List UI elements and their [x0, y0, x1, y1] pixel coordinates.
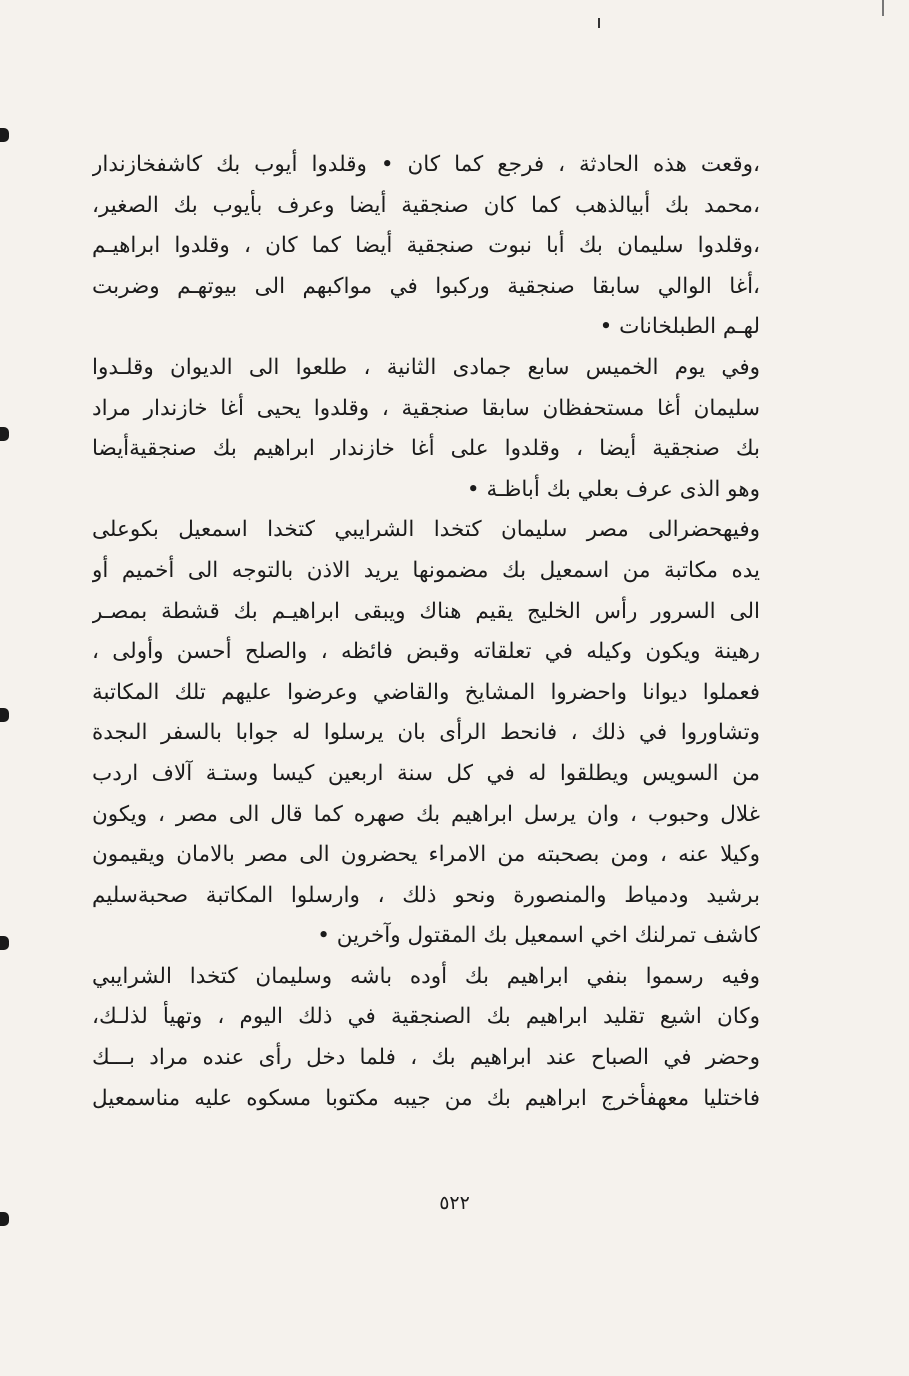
text-line: ،وقعت هذه الحادثة ، فرجع كما كان • وقلدوا أيوب بك كاشفخازندار [92, 152, 760, 177]
margin-mark [0, 128, 9, 142]
text-line: فعملوا ديوانا واحضروا المشايخ والقاضي وعرضوا عليهم تلك المكاتبة [92, 679, 760, 705]
text-line: وكيلا عنه ، ومن بصحبته من الامراء يحضرون الى مصر بالامان ويقيمون [92, 842, 760, 868]
text-line: لهـم الطبلخانات • [599, 314, 760, 340]
text-line: فاختليا معهفأخرج ابراهيم بك من جيبه مكتوبا مسكوه عليه مناسمعيل [92, 1085, 760, 1111]
margin-mark [0, 1212, 9, 1226]
text-line: الى السرور رأس الخليج يقيم هناك ويبقى ابراهيـم بك قشطة بمصـر [92, 598, 760, 624]
margin-mark [0, 708, 9, 722]
page-number: ٥٢٢ [439, 1192, 470, 1214]
ink-speck [882, 0, 884, 16]
text-line: كاشف تمرلنك اخي اسمعيل بك المقتول وآخرين • [317, 923, 760, 949]
text-line: وفيهحضرالى مصر سليمان كتخدا الشرايبي كتخدا اسمعيل بكوعلى [92, 517, 760, 543]
text-line: بك صنجقية أيضا ، وقلدوا على أغا خازندار ابراهيم بك صنجقيةأيضا [92, 436, 760, 462]
text-line: رهينة ويكون وكيله في تعلقاته وقبض فائظه ، والصلح أحسن وأولى ، [92, 639, 760, 665]
text-line: ،أغا الوالي سابقا صنجقية وركبوا في مواكبهم الى بيوتهـم وضربت [92, 273, 760, 299]
text-line: ،وقلدوا سليمان بك أبا نبوت صنجقية أيضا كما كان ، وقلدوا ابراهيـم [92, 233, 760, 259]
text-line: برشيد ودمياط والمنصورة ونحو ذلك ، وارسلوا المكاتبة صحبةسليم [92, 882, 760, 908]
margin-mark [0, 936, 9, 950]
text-line: يده مكاتبة من اسمعيل بك مضمونها يريد الاذن بالتوجه الى أخميم أو [92, 557, 760, 583]
text-body [92, 145, 760, 1119]
margin-mark [0, 427, 9, 441]
text-line: من السويس ويطلقوا له في كل سنة اربعين كيسا وستـة آلاف اردب [92, 760, 760, 786]
text-line: غلال وحبوب ، وان يرسل ابراهيم بك صهره كما قال الى مصر ، ويكون [92, 801, 760, 827]
text-line: وفيه رسموا بنفي ابراهيم بك أوده باشه وسليمان كتخدا الشرايبي [92, 963, 760, 989]
text-line: وحضر في الصباح عند ابراهيم بك ، فلما دخل رأى عنده مراد بـــك [92, 1045, 760, 1071]
text-line: سليمان أغا مستحفظان سابقا صنجقية ، وقلدوا يحيى أغا خازندار مراد [92, 395, 760, 421]
text-line: وفي يوم الخميس سابع جمادى الثانية ، طلعوا الى الديوان وقلـدوا [92, 354, 760, 380]
text-line: وتشاوروا في ذلك ، فانحط الرأى بان يرسلوا له جوابا بالسفر الىجدة [92, 720, 760, 746]
text-line: ،محمد بك أبيالذهب كما كان صنجقية أيضا وعرف بأيوب بك الصغير، [92, 192, 760, 218]
text-line: وهو الذى عرف بعلي بك أباظـة • [466, 476, 760, 502]
ink-speck [598, 18, 600, 28]
text-line: وكان اشيع تقليد ابراهيم بك الصنجقية في ذلك اليوم ، وتهيأ لذلـك، [92, 1004, 760, 1030]
